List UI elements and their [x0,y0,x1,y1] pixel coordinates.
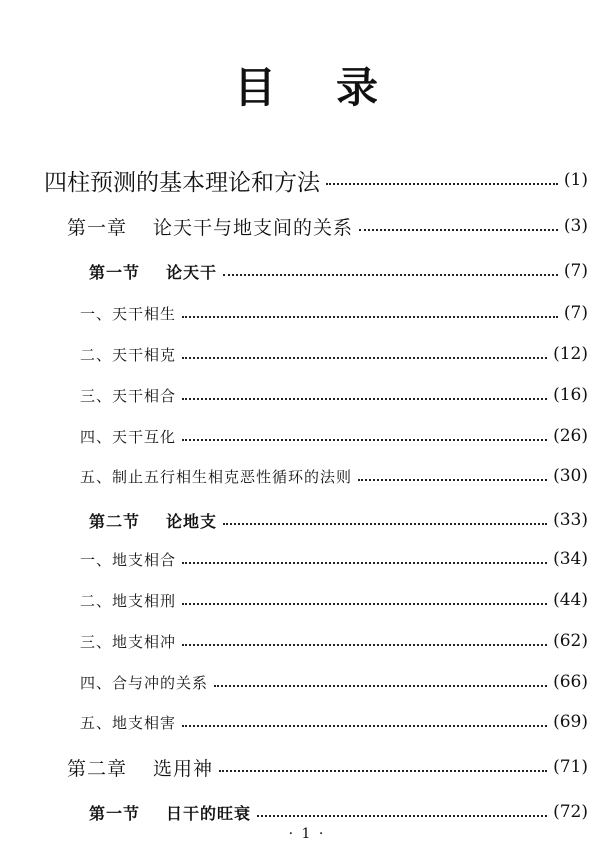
dot-leader [219,770,547,772]
section-number: 第一节 [89,803,141,823]
dot-leader [182,439,547,441]
toc-entry-title: 五、制止五行相生相克恶性循环的法则 [80,467,353,486]
dot-leader [326,183,558,185]
toc-entry-title [67,213,353,240]
toc-page-number: (44) [553,590,588,610]
dot-leader [182,398,547,400]
toc-entry-title: 五、地支相害 [80,713,177,732]
chapter-title: 论天干与地支间的关系 [153,216,354,239]
toc-page-number: (72) [553,802,588,822]
toc-entry-part[interactable] [44,165,588,195]
toc-entry-section[interactable] [89,256,588,286]
toc-page-number: (30) [553,466,588,486]
toc-entry-title: 一、地支相合 [80,550,177,569]
dot-leader [358,479,547,481]
toc-entry-section[interactable] [89,797,588,827]
toc-page-number: (3) [563,216,588,236]
toc-entry-item[interactable] [80,626,588,656]
dot-leader [359,229,558,231]
section-title: 日干的旺衰 [166,803,252,823]
dot-leader [223,523,547,525]
toc-entry-title [89,260,217,283]
toc-page-number: (1) [563,170,588,190]
toc-page-number: (66) [553,672,588,692]
title-char-1: 目 [233,63,278,112]
toc-entry-title [89,509,217,532]
toc-entry-chapter[interactable] [67,752,588,782]
section-title: 论地支 [166,511,218,531]
chapter-title: 选用神 [153,757,214,780]
toc-page-number: (34) [553,549,588,569]
dot-leader [182,725,547,727]
dot-leader [182,316,558,318]
toc-entry-item[interactable] [80,339,588,369]
toc-entry-title: 四、合与冲的关系 [80,673,209,692]
toc-page-number: (12) [553,344,588,364]
toc-entry-item[interactable] [80,585,588,615]
toc-entry-title: 四、天干互化 [80,427,177,446]
toc-entry-item[interactable] [80,380,588,410]
toc-entry-item[interactable] [80,667,588,697]
toc-entry-item[interactable] [80,707,588,737]
section-number: 第一节 [89,262,141,282]
toc-entry-title: 一、天干相生 [80,304,177,323]
toc-entry-item[interactable] [80,298,588,328]
toc-entry-title [89,801,251,824]
toc-entry-title: 二、天干相克 [80,345,177,364]
dot-leader [223,274,558,276]
toc-page-number: (62) [553,631,588,651]
dot-leader [182,603,547,605]
toc-page-number: (16) [553,385,588,405]
toc-page-number: (7) [563,303,588,323]
toc-entry-item[interactable] [80,544,588,574]
toc-entry-title [67,754,213,781]
toc-entry-chapter[interactable] [67,211,588,241]
title-char-2: 录 [336,63,381,112]
chapter-number: 第一章 [67,216,128,239]
dot-leader [182,562,547,564]
dot-leader [182,644,547,646]
toc-entry-title: 四柱预测的基本理论和方法 [44,169,320,196]
page-footer-number: · 1 · [288,826,326,842]
toc-page-number: (69) [553,712,588,732]
toc-entry-title: 三、地支相冲 [80,632,177,651]
toc-entry-section[interactable] [89,505,588,535]
dot-leader [182,357,547,359]
section-number: 第二节 [89,511,141,531]
chapter-number: 第二章 [67,757,128,780]
toc-entry-title: 三、天干相合 [80,386,177,405]
dot-leader [214,685,547,687]
toc-page-number: (7) [563,261,588,281]
toc-page-number: (71) [553,757,588,777]
toc-page-number: (26) [553,426,588,446]
toc-entry-item[interactable] [80,421,588,451]
toc-entry-item[interactable] [80,461,588,491]
dot-leader [257,815,547,817]
toc-entry-title: 二、地支相刑 [80,591,177,610]
toc-page-number: (33) [553,510,588,530]
section-title: 论天干 [166,262,218,282]
